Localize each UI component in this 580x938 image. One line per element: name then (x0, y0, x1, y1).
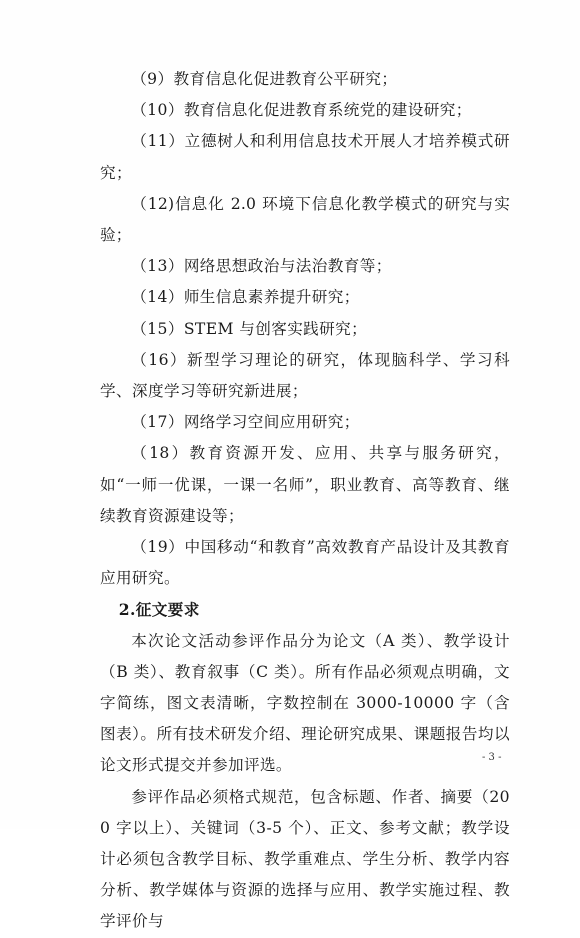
topic-item-17: （17）网络学习空间应用研究； (131, 413, 360, 432)
requirements-paragraph-1: 本次论文活动参评作品分为论文（A 类）、教学设计（B 类）、教育叙事（C 类）。所有作品必须观点明确，文字简练，图文表清晰，字数控制在 3000-10000 字（含图表）。所有技术研发介绍、理论研究成果、课题报告均以论文形式提交并参加评选。 (100, 631, 510, 775)
document-body (100, 64, 510, 938)
section-heading-requirements: 2.征文要求 (118, 600, 200, 620)
topic-item-15: （15）STEM 与创客实践研究； (131, 319, 368, 338)
topic-item-16: （16）新型学习理论的研究，体现脑科学、学习科学、深度学习等研究新进展； (100, 350, 510, 401)
topic-item-10: （10）教育信息化促进教育系统党的建设研究； (131, 101, 472, 120)
topic-item-11: （11）立德树人和利用信息技术开展人才培养模式研究； (100, 132, 510, 182)
topic-item-14: （14）师生信息素养提升研究； (131, 288, 360, 307)
requirements-paragraph-2: 参评作品必须格式规范，包含标题、作者、摘要（200 字以上）、关键词（3-5 个）、正文、参考文献；教学设计必须包含教学目标、教学重难点、学生分析、教学内容分析、教学媒体与资源的选择与应用、教学实施过程、教学评价与 (100, 787, 510, 931)
topic-item-19: （19）中国移动“和教育”高效教育产品设计及其教育应用研究。 (100, 538, 510, 588)
topic-item-18: （18）教育资源开发、应用、共享与服务研究，如“一师一优课，一课一名师”，职业教育、高等教育、继续教育资源建设等； (100, 444, 510, 525)
topic-item-13: （13）网络思想政治与法治教育等； (131, 257, 392, 276)
page-number: - 3 - (482, 752, 502, 763)
topic-item-9: （9）教育信息化促进教育公平研究； (131, 70, 398, 88)
topic-item-12: （12)信息化 2.0 环境下信息化教学模式的研究与实验； (100, 194, 510, 245)
